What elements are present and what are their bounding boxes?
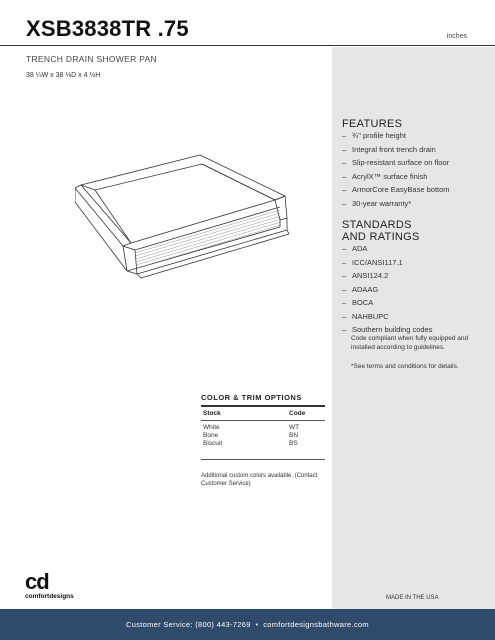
- units-label: inches: [446, 33, 467, 40]
- table-rule-header: [201, 420, 325, 421]
- shower-pan-illustration: [75, 150, 290, 295]
- feature-item: – ArmorCore EasyBase bottom: [342, 185, 450, 199]
- logo-text: comfortdesigns: [25, 593, 74, 600]
- features-title: FEATURES: [342, 118, 403, 130]
- model-number: XSB3838TR .75: [26, 16, 189, 41]
- table-cell-code: BS: [289, 440, 298, 447]
- feature-item: – Integral front trench drain: [342, 145, 450, 159]
- table-cell-stock: Bone: [203, 432, 219, 439]
- column-header-stock: Stock: [203, 410, 221, 417]
- feature-item: – AcrylX™ surface finish: [342, 172, 450, 186]
- product-name: TRENCH DRAIN SHOWER PAN: [26, 54, 157, 64]
- standard-item: – ADAAG: [342, 285, 432, 299]
- brand-logo: [25, 569, 74, 600]
- features-list: [342, 131, 450, 212]
- standard-item: – BOCA: [342, 298, 432, 312]
- standard-item: – NAHBUPC: [342, 312, 432, 326]
- table-rule-bottom: [201, 459, 325, 460]
- standards-list: [342, 244, 432, 339]
- product-dimensions: 38 ¼W x 38 ⅛D x 4 ½H: [26, 72, 101, 79]
- standard-item: – Southern building codes: [342, 325, 432, 339]
- standard-item: – ADA: [342, 244, 432, 258]
- color-trim-title: COLOR & TRIM OPTIONS: [201, 393, 302, 402]
- customer-service-text: Customer Service: (800) 443-7269: [126, 620, 251, 629]
- table-rule-top: [201, 405, 325, 407]
- website-link[interactable]: comfortdesignsbathware.com: [263, 620, 369, 629]
- custom-colors-note: Additional custom colors available. (Contact Customer Service): [201, 473, 318, 487]
- table-cell-stock: Biscuit: [203, 440, 223, 447]
- feature-item: – ¾" profile height: [342, 131, 450, 145]
- column-header-code: Code: [289, 410, 306, 417]
- made-in-label: MADE IN THE USA: [386, 595, 439, 601]
- feature-item: – 30-year warranty*: [342, 199, 450, 213]
- standards-title-line2: AND RATINGS: [342, 231, 420, 243]
- footer-text: [0, 620, 495, 629]
- standard-item: – ICC/ANSI117.1: [342, 258, 432, 272]
- table-cell-code: WT: [289, 424, 300, 431]
- standards-title: [342, 219, 420, 243]
- feature-item: – Slip-resistant surface on floor: [342, 158, 450, 172]
- table-cell-code: BN: [289, 432, 299, 439]
- table-cell-stock: White: [203, 424, 220, 431]
- terms-note: *See terms and conditions for details.: [351, 363, 459, 370]
- code-compliance-note: Code compliant when fully equipped and installed according to guidelines.: [351, 335, 469, 351]
- standard-item: – ANSI124.2: [342, 271, 432, 285]
- footer-separator: •: [255, 620, 259, 629]
- standards-title-line1: STANDARDS: [342, 219, 412, 231]
- logo-mark: cd: [25, 569, 49, 594]
- footer-bar: [0, 609, 495, 640]
